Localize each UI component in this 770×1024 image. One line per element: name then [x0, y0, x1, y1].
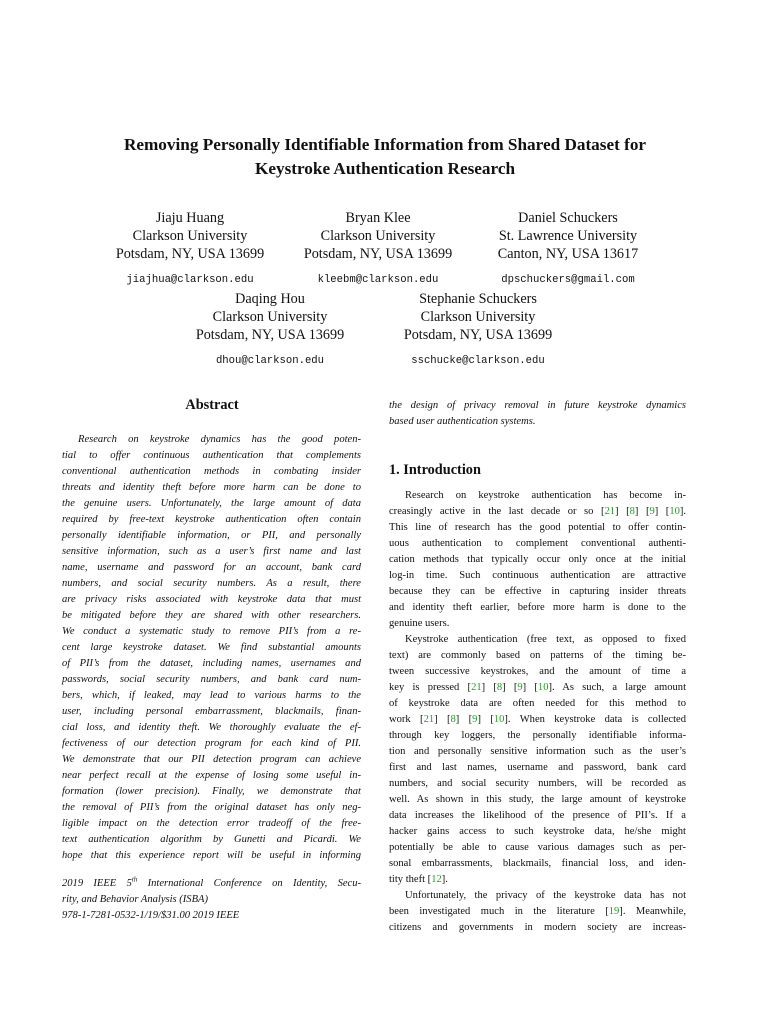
intro-text: potentially be able to cause various damages such as per-	[389, 842, 686, 853]
abstract-line: passwords, social security numbers, and bank card num-	[62, 674, 361, 685]
footnote-sup: th	[131, 875, 138, 884]
abstract-line: the removal of PII’s from the original dataset has only neg-	[62, 802, 361, 813]
footnote-part: International Conference on Identity, Secu-	[137, 878, 361, 889]
author-email: sschucke@clarkson.edu	[411, 355, 545, 367]
author-affiliation: Clarkson University	[132, 228, 248, 244]
intro-text: . When keystroke data is collected	[507, 714, 686, 725]
intro-text: key is pressed	[389, 682, 468, 693]
abstract-line: We demonstrate that our PII detection program can achieve	[62, 754, 361, 765]
intro-line: work [21] [8] [9] [10]. When keystroke data is collected	[389, 714, 686, 725]
intro-line	[389, 808, 686, 824]
footnote	[62, 876, 361, 924]
citation-link[interactable]: 21	[471, 682, 482, 693]
citation-link[interactable]: 9	[472, 714, 478, 725]
abstract-line: of PII’s from the dataset, including names, usernames and	[62, 658, 361, 669]
intro-line	[389, 568, 686, 584]
intro-text: tween successive keystrokes, and the amount of time a	[389, 666, 686, 677]
intro-text: Research on keystroke authentication has become in-	[405, 490, 686, 501]
intro-text: text) are commonly based on patterns of the timing be-	[389, 650, 686, 661]
abstract-line: personally identifiable information, or PII, and personally	[62, 530, 361, 541]
abstract-heading: Abstract	[185, 397, 239, 413]
abstract-line: be mitigated before they are shared with other researchers.	[62, 610, 361, 621]
intro-text: . As such, a large amount	[551, 682, 687, 693]
title-line-1: Removing Personally Identifiable Information from Shared Dataset for	[123, 135, 647, 154]
citation-link[interactable]: 9	[517, 682, 523, 693]
citation-link[interactable]: 21	[604, 506, 616, 517]
intro-line	[389, 664, 686, 680]
intro-text: numbers, and social security numbers, will be recorded as	[389, 778, 686, 789]
abstract-line: are privacy risks associated with keystroke data that must	[62, 594, 361, 605]
author-affiliation: Clarkson University	[320, 228, 436, 244]
intro-text: cation methods that typically occur only once at the initial	[389, 554, 686, 565]
intro-text: hacker gains access to such keystroke data, he/she might	[389, 826, 686, 837]
intro-line	[389, 632, 686, 648]
intro-line	[389, 584, 686, 600]
intro-text: This line of research has the good potential to offer contin-	[389, 522, 686, 533]
intro-text: .	[445, 874, 448, 885]
intro-text: genuine users.	[389, 618, 450, 629]
author-affiliation: Clarkson University	[212, 309, 328, 325]
footnote-line: rity, and Behavior Analysis (ISBA)	[62, 894, 208, 905]
abstract-line: threats and identity theft before more harm can be done to	[62, 482, 361, 493]
intro-text: log-in time. Such continuous authentication are attractive	[389, 570, 686, 581]
intro-line	[389, 648, 686, 664]
intro-line	[389, 920, 686, 936]
intro-text: well. As shown in this study, the large amount of keystroke	[389, 794, 686, 805]
intro-line: tity theft [12].	[389, 874, 448, 885]
citation-link[interactable]: 10	[537, 682, 549, 693]
intro-line	[389, 888, 686, 904]
intro-line	[389, 760, 686, 776]
abstract-line: Research on keystroke dynamics has the good poten-	[78, 434, 361, 445]
citation-link[interactable]: 10	[669, 506, 680, 517]
abstract-line: bers, which, if leaked, may lead to various harms to the	[62, 690, 361, 701]
abstract-line: numbers, and social security numbers. As a result, there	[62, 578, 361, 589]
abstract-line: We conduct a systematic study to remove PII’s from a re-	[62, 626, 361, 637]
abstract-line: sensitive information, such as a user’s first name and last	[62, 546, 361, 557]
abstract-continued	[389, 398, 686, 430]
author-name: Daqing Hou	[235, 291, 305, 307]
intro-text: citizens and governments in modern society are increas-	[389, 922, 686, 933]
intro-line	[389, 856, 686, 872]
author-address: Canton, NY, USA 13617	[497, 246, 639, 262]
footnote-line: 978-1-7281-0532-1/19/$31.00 2019 IEEE	[62, 910, 240, 921]
abstract-body	[62, 432, 361, 864]
intro-line: been investigated much in the literature [19]. Meanwhile,	[389, 906, 686, 917]
intro-text: data increases the likelihood of the presence of PII’s. If a	[389, 810, 686, 821]
intro-line	[389, 600, 686, 616]
title-line-2: Keystroke Authentication Research	[254, 159, 516, 178]
intro-line	[389, 616, 686, 632]
author-name: Bryan Klee	[345, 210, 411, 226]
intro-line	[389, 824, 686, 840]
section-heading: 1. Introduction	[389, 462, 481, 478]
abstract-line: cial loss, and identity theft. We thoroughly evaluate the ef-	[62, 722, 361, 733]
author-block	[368, 290, 588, 370]
author-email: dhou@clarkson.edu	[215, 355, 325, 367]
author-address: Potsdam, NY, USA 13699	[303, 246, 453, 262]
intro-text: creasingly active in the last decade or so	[389, 506, 601, 517]
author-email: kleebm@clarkson.edu	[317, 274, 439, 286]
citation-link[interactable]: 8	[629, 506, 635, 517]
abstract-line: near perfect recall at the expense of losing some useful in-	[62, 770, 361, 781]
intro-text: tity theft	[389, 874, 428, 885]
intro-text: because they can be effective in capturing insider threats	[389, 586, 686, 597]
intro-text: Unfortunately, the privacy of the keystroke data has not	[405, 890, 686, 901]
author-address: Potsdam, NY, USA 13699	[195, 327, 345, 343]
intro-text: .	[683, 506, 687, 517]
abstract-line: tial to offer continuous authentication that complements	[62, 450, 361, 461]
intro-text: of keystroke data are often needed for this method to	[389, 698, 686, 709]
intro-text: work	[389, 714, 421, 725]
abstract-line: formation (lower precision). Finally, we demonstrate that	[62, 786, 361, 797]
intro-line: key is pressed [21] [8] [9] [10]. As such, a large amount	[389, 682, 687, 693]
intro-text: been investigated much in the literature	[389, 906, 606, 917]
abstract-continued-line: the design of privacy removal in future keystroke dynamics	[389, 400, 686, 411]
footnote-part: 2019 IEEE 5	[62, 878, 132, 889]
author-email: jiajhua@clarkson.edu	[126, 274, 254, 286]
author-name: Daniel Schuckers	[518, 210, 618, 226]
abstract-line: ligible impact on the detection error tradeoff of the free-	[62, 818, 361, 829]
abstract-line: cent large keystroke dataset. We find substantial amounts	[62, 642, 361, 653]
abstract-line: the genuine users. Unfortunately, the large amount of data	[62, 498, 361, 509]
intro-line	[389, 552, 686, 568]
author-block	[160, 290, 380, 370]
intro-line	[389, 520, 686, 536]
citation-link[interactable]: 10	[493, 714, 505, 725]
intro-text: and identity theft earlier, before more harm is done to the	[389, 602, 686, 613]
author-address: Potsdam, NY, USA 13699	[403, 327, 553, 343]
intro-text: . Meanwhile,	[622, 906, 686, 917]
author-affiliation: St. Lawrence University	[498, 228, 638, 244]
intro-text: Keystroke authentication (free text, as opposed to fixed	[405, 634, 686, 645]
intro-text: first and last names, username and password, bank card	[389, 762, 686, 773]
author-affiliation: Clarkson University	[420, 309, 536, 325]
author-block	[448, 209, 688, 289]
abstract-continued-line: based user authentication systems.	[389, 416, 536, 427]
citation-link[interactable]: 21	[423, 714, 435, 725]
abstract-line: required by free-text keystroke authentication often contain	[62, 514, 361, 525]
intro-line	[389, 744, 686, 760]
introduction-body	[389, 488, 686, 936]
abstract-line: hope that this experience report will be useful in informing	[62, 850, 361, 861]
citation-link[interactable]: 8	[450, 714, 456, 725]
intro-line: creasingly active in the last decade or so [21] [8] [9] [10].	[389, 506, 687, 517]
intro-text: uous authentication to complement conventional authenti-	[389, 538, 686, 549]
citation-link[interactable]: 19	[608, 906, 620, 917]
footnote-line	[62, 876, 361, 892]
intro-line	[389, 536, 686, 552]
intro-line	[389, 728, 686, 744]
author-name: Stephanie Schuckers	[419, 291, 537, 307]
intro-text: sonal embarrassments, blackmails, financial loss, and iden-	[389, 858, 686, 869]
abstract-line: fectiveness of our detection program for each kind of PII.	[62, 738, 361, 749]
intro-line	[389, 840, 686, 856]
intro-line	[389, 776, 686, 792]
intro-line	[389, 488, 686, 504]
author-name: Jiaju Huang	[155, 210, 225, 226]
abstract-line: user, including personal embarrassment, blackmails, finan-	[62, 706, 361, 717]
paper-title	[60, 133, 710, 181]
intro-text: tion and personally sensitive information such as the user’s	[389, 746, 686, 757]
abstract-line: text authentication algorithm by Gunetti and Picardi. We	[62, 834, 361, 845]
author-address: Potsdam, NY, USA 13699	[115, 246, 265, 262]
abstract-line: name, username and password for an account, bank card	[62, 562, 361, 573]
citation-link[interactable]: 8	[496, 682, 503, 693]
abstract-line: conventional authentication methods in combating insider	[62, 466, 361, 477]
citation-link[interactable]: 12	[431, 874, 442, 885]
intro-line	[389, 792, 686, 808]
author-email: dpschuckers@gmail.com	[501, 274, 635, 286]
intro-line	[389, 696, 686, 712]
citation-link[interactable]: 9	[649, 506, 655, 517]
author-block	[80, 209, 300, 289]
intro-text: through key loggers, the personally identifiable informa-	[389, 730, 686, 741]
